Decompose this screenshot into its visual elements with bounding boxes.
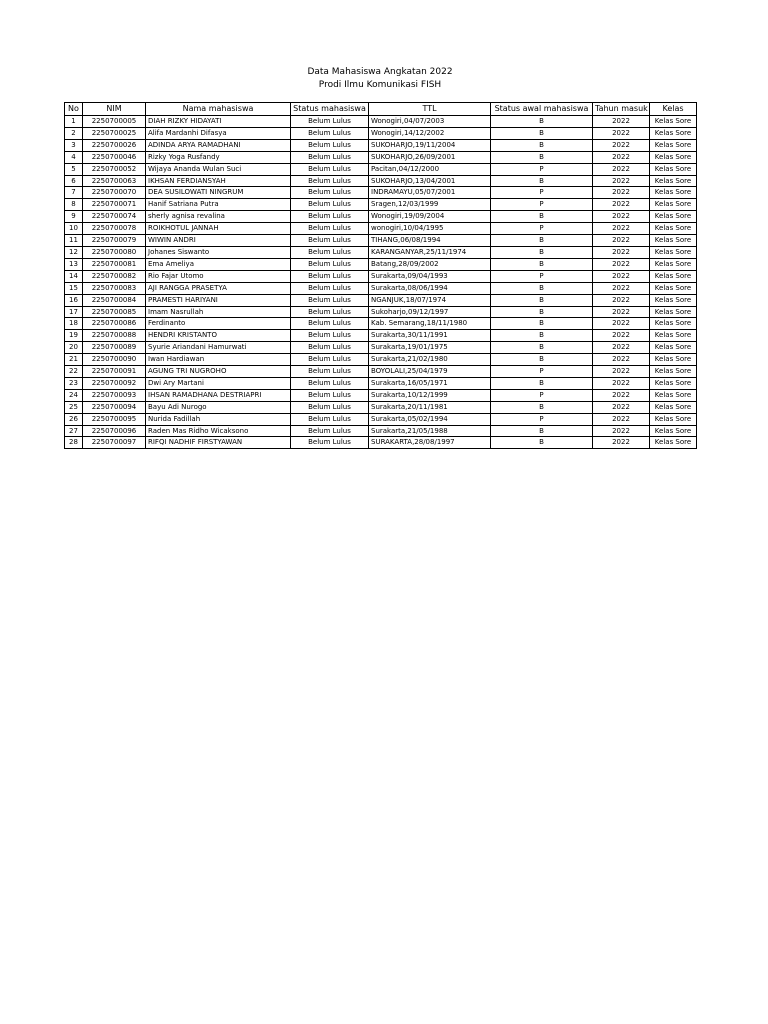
cell-no: 18 — [65, 318, 83, 330]
cell-status-awal: P — [491, 413, 593, 425]
col-header-kelas: Kelas — [650, 103, 697, 116]
cell-tahun: 2022 — [593, 354, 650, 366]
cell-nim: 2250700095 — [83, 413, 146, 425]
cell-status-awal: P — [491, 389, 593, 401]
cell-nama: Rizky Yoga Rusfandy — [146, 151, 291, 163]
cell-kelas: Kelas Sore — [650, 366, 697, 378]
cell-nim: 2250700025 — [83, 127, 146, 139]
document-header — [64, 66, 696, 92]
cell-status: Belum Lulus — [291, 425, 369, 437]
cell-kelas: Kelas Sore — [650, 246, 697, 258]
cell-kelas: Kelas Sore — [650, 116, 697, 128]
cell-no: 24 — [65, 389, 83, 401]
cell-no: 11 — [65, 235, 83, 247]
cell-nim: 2250700093 — [83, 389, 146, 401]
col-header-nim: NIM — [83, 103, 146, 116]
cell-tahun: 2022 — [593, 187, 650, 199]
cell-tahun: 2022 — [593, 377, 650, 389]
cell-nim: 2250700079 — [83, 235, 146, 247]
cell-status: Belum Lulus — [291, 294, 369, 306]
cell-no: 1 — [65, 116, 83, 128]
cell-nim: 2250700063 — [83, 175, 146, 187]
table-row — [65, 211, 697, 223]
cell-kelas: Kelas Sore — [650, 330, 697, 342]
cell-no: 17 — [65, 306, 83, 318]
cell-status: Belum Lulus — [291, 377, 369, 389]
cell-status: Belum Lulus — [291, 246, 369, 258]
cell-nama: PRAMESTI HARIYANI — [146, 294, 291, 306]
cell-ttl: Surakarta,10/12/1999 — [369, 389, 491, 401]
cell-status-awal: B — [491, 211, 593, 223]
cell-ttl: Surakarta,21/05/1988 — [369, 425, 491, 437]
document-subtitle: Prodi Ilmu Komunikasi FISH — [318, 80, 442, 90]
cell-nim: 2250700082 — [83, 270, 146, 282]
cell-nama: Nurida Fadillah — [146, 413, 291, 425]
cell-status: Belum Lulus — [291, 116, 369, 128]
cell-nim: 2250700084 — [83, 294, 146, 306]
cell-ttl: Kab. Semarang,18/11/1980 — [369, 318, 491, 330]
cell-no: 2 — [65, 127, 83, 139]
cell-kelas: Kelas Sore — [650, 437, 697, 449]
cell-ttl: Surakarta,21/02/1980 — [369, 354, 491, 366]
cell-ttl: Sragen,12/03/1999 — [369, 199, 491, 211]
cell-status-awal: P — [491, 270, 593, 282]
col-header-nama: Nama mahasiswa — [146, 103, 291, 116]
cell-kelas: Kelas Sore — [650, 413, 697, 425]
cell-no: 23 — [65, 377, 83, 389]
cell-nama: AJI RANGGA PRASETYA — [146, 282, 291, 294]
cell-ttl: Surakarta,16/05/1971 — [369, 377, 491, 389]
cell-nim: 2250700026 — [83, 139, 146, 151]
cell-ttl: Surakarta,05/02/1994 — [369, 413, 491, 425]
cell-nama: AGUNG TRI NUGROHO — [146, 366, 291, 378]
cell-status-awal: B — [491, 306, 593, 318]
cell-tahun: 2022 — [593, 306, 650, 318]
cell-kelas: Kelas Sore — [650, 187, 697, 199]
cell-tahun: 2022 — [593, 413, 650, 425]
table-row — [65, 413, 697, 425]
cell-nim: 2250700088 — [83, 330, 146, 342]
cell-nim: 2250700083 — [83, 282, 146, 294]
table-row — [65, 187, 697, 199]
table-row — [65, 116, 697, 128]
cell-status-awal: B — [491, 401, 593, 413]
cell-kelas: Kelas Sore — [650, 294, 697, 306]
cell-nim: 2250700089 — [83, 342, 146, 354]
cell-nim: 2250700070 — [83, 187, 146, 199]
cell-status: Belum Lulus — [291, 258, 369, 270]
cell-nim: 2250700005 — [83, 116, 146, 128]
cell-kelas: Kelas Sore — [650, 223, 697, 235]
cell-no: 22 — [65, 366, 83, 378]
cell-tahun: 2022 — [593, 223, 650, 235]
cell-kelas: Kelas Sore — [650, 139, 697, 151]
cell-status: Belum Lulus — [291, 175, 369, 187]
cell-nama: Johanes Siswanto — [146, 246, 291, 258]
cell-nama: Ema Ameliya — [146, 258, 291, 270]
cell-no: 25 — [65, 401, 83, 413]
cell-kelas: Kelas Sore — [650, 318, 697, 330]
cell-nim: 2250700096 — [83, 425, 146, 437]
cell-tahun: 2022 — [593, 235, 650, 247]
table-row — [65, 354, 697, 366]
cell-status-awal: B — [491, 318, 593, 330]
cell-status-awal: B — [491, 175, 593, 187]
table-row — [65, 139, 697, 151]
cell-no: 27 — [65, 425, 83, 437]
cell-status-awal: B — [491, 127, 593, 139]
cell-tahun: 2022 — [593, 127, 650, 139]
cell-kelas: Kelas Sore — [650, 211, 697, 223]
cell-tahun: 2022 — [593, 258, 650, 270]
cell-kelas: Kelas Sore — [650, 270, 697, 282]
cell-kelas: Kelas Sore — [650, 425, 697, 437]
cell-nama: RIFQI NADHIF FIRSTYAWAN — [146, 437, 291, 449]
cell-no: 21 — [65, 354, 83, 366]
cell-status: Belum Lulus — [291, 223, 369, 235]
cell-status: Belum Lulus — [291, 389, 369, 401]
cell-tahun: 2022 — [593, 282, 650, 294]
cell-kelas: Kelas Sore — [650, 151, 697, 163]
table-row — [65, 258, 697, 270]
cell-nim: 2250700080 — [83, 246, 146, 258]
cell-status-awal: P — [491, 366, 593, 378]
cell-nama: Imam Nasrullah — [146, 306, 291, 318]
cell-status: Belum Lulus — [291, 330, 369, 342]
col-header-tahun: Tahun masuk — [593, 103, 650, 116]
cell-ttl: NGANJUK,18/07/1974 — [369, 294, 491, 306]
cell-nim: 2250700091 — [83, 366, 146, 378]
table-row — [65, 235, 697, 247]
cell-ttl: TIHANG,06/08/1994 — [369, 235, 491, 247]
table-row — [65, 246, 697, 258]
cell-status: Belum Lulus — [291, 270, 369, 282]
cell-tahun: 2022 — [593, 437, 650, 449]
cell-kelas: Kelas Sore — [650, 401, 697, 413]
cell-status: Belum Lulus — [291, 401, 369, 413]
cell-tahun: 2022 — [593, 366, 650, 378]
cell-ttl: Surakarta,20/11/1981 — [369, 401, 491, 413]
col-header-status: Status mahasiswa — [291, 103, 369, 116]
cell-kelas: Kelas Sore — [650, 377, 697, 389]
col-header-no: No — [65, 103, 83, 116]
cell-status-awal: B — [491, 282, 593, 294]
cell-nama: HENDRI KRISTANTO — [146, 330, 291, 342]
student-table — [64, 102, 697, 449]
cell-kelas: Kelas Sore — [650, 354, 697, 366]
cell-nama: Wijaya Ananda Wulan Suci — [146, 163, 291, 175]
table-row — [65, 366, 697, 378]
cell-status-awal: B — [491, 342, 593, 354]
table-body — [65, 116, 697, 449]
cell-nama: Dwi Ary Martani — [146, 377, 291, 389]
table-row — [65, 330, 697, 342]
cell-nama: Ferdinanto — [146, 318, 291, 330]
cell-tahun: 2022 — [593, 139, 650, 151]
cell-ttl: INDRAMAYU,05/07/2001 — [369, 187, 491, 199]
cell-ttl: KARANGANYAR,25/11/1974 — [369, 246, 491, 258]
table-row — [65, 306, 697, 318]
cell-status-awal: P — [491, 163, 593, 175]
cell-no: 9 — [65, 211, 83, 223]
cell-nim: 2250700097 — [83, 437, 146, 449]
table-row — [65, 294, 697, 306]
table-header-row — [65, 103, 697, 116]
cell-tahun: 2022 — [593, 199, 650, 211]
cell-status-awal: B — [491, 437, 593, 449]
table-row — [65, 127, 697, 139]
cell-nama: DEA SUSILOWATI NINGRUM — [146, 187, 291, 199]
cell-nama: WIWIN ANDRI — [146, 235, 291, 247]
cell-status-awal: B — [491, 294, 593, 306]
cell-status: Belum Lulus — [291, 342, 369, 354]
cell-ttl: SUKOHARJO,26/09/2001 — [369, 151, 491, 163]
cell-no: 20 — [65, 342, 83, 354]
cell-ttl: Surakarta,30/11/1991 — [369, 330, 491, 342]
cell-status: Belum Lulus — [291, 139, 369, 151]
cell-ttl: SURAKARTA,28/08/1997 — [369, 437, 491, 449]
cell-status-awal: P — [491, 223, 593, 235]
cell-status: Belum Lulus — [291, 366, 369, 378]
cell-status-awal: B — [491, 139, 593, 151]
cell-kelas: Kelas Sore — [650, 175, 697, 187]
cell-no: 7 — [65, 187, 83, 199]
cell-tahun: 2022 — [593, 211, 650, 223]
cell-nim: 2250700078 — [83, 223, 146, 235]
cell-nama: DIAH RIZKY HIDAYATI — [146, 116, 291, 128]
table-row — [65, 389, 697, 401]
cell-nim: 2250700074 — [83, 211, 146, 223]
cell-status-awal: B — [491, 425, 593, 437]
cell-ttl: Surakarta,09/04/1993 — [369, 270, 491, 282]
cell-status: Belum Lulus — [291, 187, 369, 199]
table-row — [65, 425, 697, 437]
cell-ttl: SUKOHARJO,13/04/2001 — [369, 175, 491, 187]
cell-nim: 2250700090 — [83, 354, 146, 366]
cell-kelas: Kelas Sore — [650, 127, 697, 139]
table-row — [65, 437, 697, 449]
cell-status: Belum Lulus — [291, 163, 369, 175]
cell-no: 14 — [65, 270, 83, 282]
cell-status-awal: B — [491, 354, 593, 366]
table-row — [65, 151, 697, 163]
table-row — [65, 199, 697, 211]
cell-nama: Raden Mas Ridho Wicaksono — [146, 425, 291, 437]
cell-status: Belum Lulus — [291, 413, 369, 425]
cell-status: Belum Lulus — [291, 235, 369, 247]
cell-no: 12 — [65, 246, 83, 258]
cell-status: Belum Lulus — [291, 199, 369, 211]
cell-status: Belum Lulus — [291, 437, 369, 449]
cell-ttl: Batang,28/09/2002 — [369, 258, 491, 270]
cell-no: 8 — [65, 199, 83, 211]
cell-tahun: 2022 — [593, 175, 650, 187]
table-row — [65, 223, 697, 235]
cell-nama: Alifa Mardanhi Difasya — [146, 127, 291, 139]
cell-status-awal: P — [491, 187, 593, 199]
cell-nim: 2250700071 — [83, 199, 146, 211]
cell-kelas: Kelas Sore — [650, 235, 697, 247]
cell-no: 4 — [65, 151, 83, 163]
cell-nama: IHSAN RAMADHANA DESTRIAPRI — [146, 389, 291, 401]
cell-ttl: Wonogiri,14/12/2002 — [369, 127, 491, 139]
cell-status-awal: B — [491, 246, 593, 258]
cell-tahun: 2022 — [593, 330, 650, 342]
cell-status-awal: B — [491, 377, 593, 389]
cell-status-awal: B — [491, 116, 593, 128]
cell-status: Belum Lulus — [291, 151, 369, 163]
cell-no: 26 — [65, 413, 83, 425]
cell-no: 13 — [65, 258, 83, 270]
cell-nama: Rio Fajar Utomo — [146, 270, 291, 282]
cell-ttl: Surakarta,08/06/1994 — [369, 282, 491, 294]
cell-status-awal: B — [491, 151, 593, 163]
cell-tahun: 2022 — [593, 425, 650, 437]
cell-nim: 2250700052 — [83, 163, 146, 175]
cell-nama: ADINDA ARYA RAMADHANI — [146, 139, 291, 151]
cell-status-awal: B — [491, 258, 593, 270]
cell-status: Belum Lulus — [291, 211, 369, 223]
cell-ttl: Pacitan,04/12/2000 — [369, 163, 491, 175]
table-row — [65, 163, 697, 175]
cell-ttl: Surakarta,19/01/1975 — [369, 342, 491, 354]
cell-tahun: 2022 — [593, 270, 650, 282]
cell-nama: sherly agnisa revalina — [146, 211, 291, 223]
cell-nama: Syurie Ariandani Hamurwati — [146, 342, 291, 354]
cell-status: Belum Lulus — [291, 306, 369, 318]
cell-nim: 2250700092 — [83, 377, 146, 389]
cell-ttl: wonogiri,10/04/1995 — [369, 223, 491, 235]
cell-kelas: Kelas Sore — [650, 163, 697, 175]
cell-no: 6 — [65, 175, 83, 187]
col-header-ttl: TTL — [369, 103, 491, 116]
table-row — [65, 377, 697, 389]
table-row — [65, 342, 697, 354]
cell-ttl: Wonogiri,04/07/2003 — [369, 116, 491, 128]
cell-status: Belum Lulus — [291, 282, 369, 294]
cell-no: 5 — [65, 163, 83, 175]
table-row — [65, 318, 697, 330]
cell-tahun: 2022 — [593, 151, 650, 163]
cell-nim: 2250700081 — [83, 258, 146, 270]
cell-kelas: Kelas Sore — [650, 342, 697, 354]
cell-nim: 2250700094 — [83, 401, 146, 413]
cell-status: Belum Lulus — [291, 127, 369, 139]
cell-kelas: Kelas Sore — [650, 306, 697, 318]
cell-no: 16 — [65, 294, 83, 306]
cell-status: Belum Lulus — [291, 318, 369, 330]
cell-no: 19 — [65, 330, 83, 342]
cell-kelas: Kelas Sore — [650, 282, 697, 294]
cell-nim: 2250700046 — [83, 151, 146, 163]
cell-no: 15 — [65, 282, 83, 294]
cell-tahun: 2022 — [593, 342, 650, 354]
cell-tahun: 2022 — [593, 318, 650, 330]
cell-nama: Hanif Satriana Putra — [146, 199, 291, 211]
col-header-status-awal: Status awal mahasiswa — [491, 103, 593, 116]
cell-nim: 2250700085 — [83, 306, 146, 318]
cell-no: 10 — [65, 223, 83, 235]
cell-nama: Bayu Adi Nurogo — [146, 401, 291, 413]
cell-ttl: SUKOHARJO,19/11/2004 — [369, 139, 491, 151]
cell-status-awal: B — [491, 235, 593, 247]
cell-ttl: Sukoharjo,09/12/1997 — [369, 306, 491, 318]
cell-nama: Iwan Hardiawan — [146, 354, 291, 366]
cell-no: 28 — [65, 437, 83, 449]
cell-status-awal: B — [491, 330, 593, 342]
table-row — [65, 282, 697, 294]
cell-no: 3 — [65, 139, 83, 151]
table-row — [65, 270, 697, 282]
table-row — [65, 401, 697, 413]
cell-tahun: 2022 — [593, 116, 650, 128]
cell-kelas: Kelas Sore — [650, 258, 697, 270]
cell-kelas: Kelas Sore — [650, 199, 697, 211]
document-title: Data Mahasiswa Angkatan 2022 — [307, 67, 453, 77]
cell-tahun: 2022 — [593, 389, 650, 401]
cell-status-awal: P — [491, 199, 593, 211]
cell-ttl: Wonogiri,19/09/2004 — [369, 211, 491, 223]
cell-tahun: 2022 — [593, 401, 650, 413]
cell-tahun: 2022 — [593, 163, 650, 175]
cell-nama: ROIKHOTUL JANNAH — [146, 223, 291, 235]
cell-nim: 2250700086 — [83, 318, 146, 330]
table-row — [65, 175, 697, 187]
cell-kelas: Kelas Sore — [650, 389, 697, 401]
cell-tahun: 2022 — [593, 294, 650, 306]
cell-ttl: BOYOLALI,25/04/1979 — [369, 366, 491, 378]
cell-tahun: 2022 — [593, 246, 650, 258]
cell-nama: IKHSAN FERDIANSYAH — [146, 175, 291, 187]
cell-status: Belum Lulus — [291, 354, 369, 366]
